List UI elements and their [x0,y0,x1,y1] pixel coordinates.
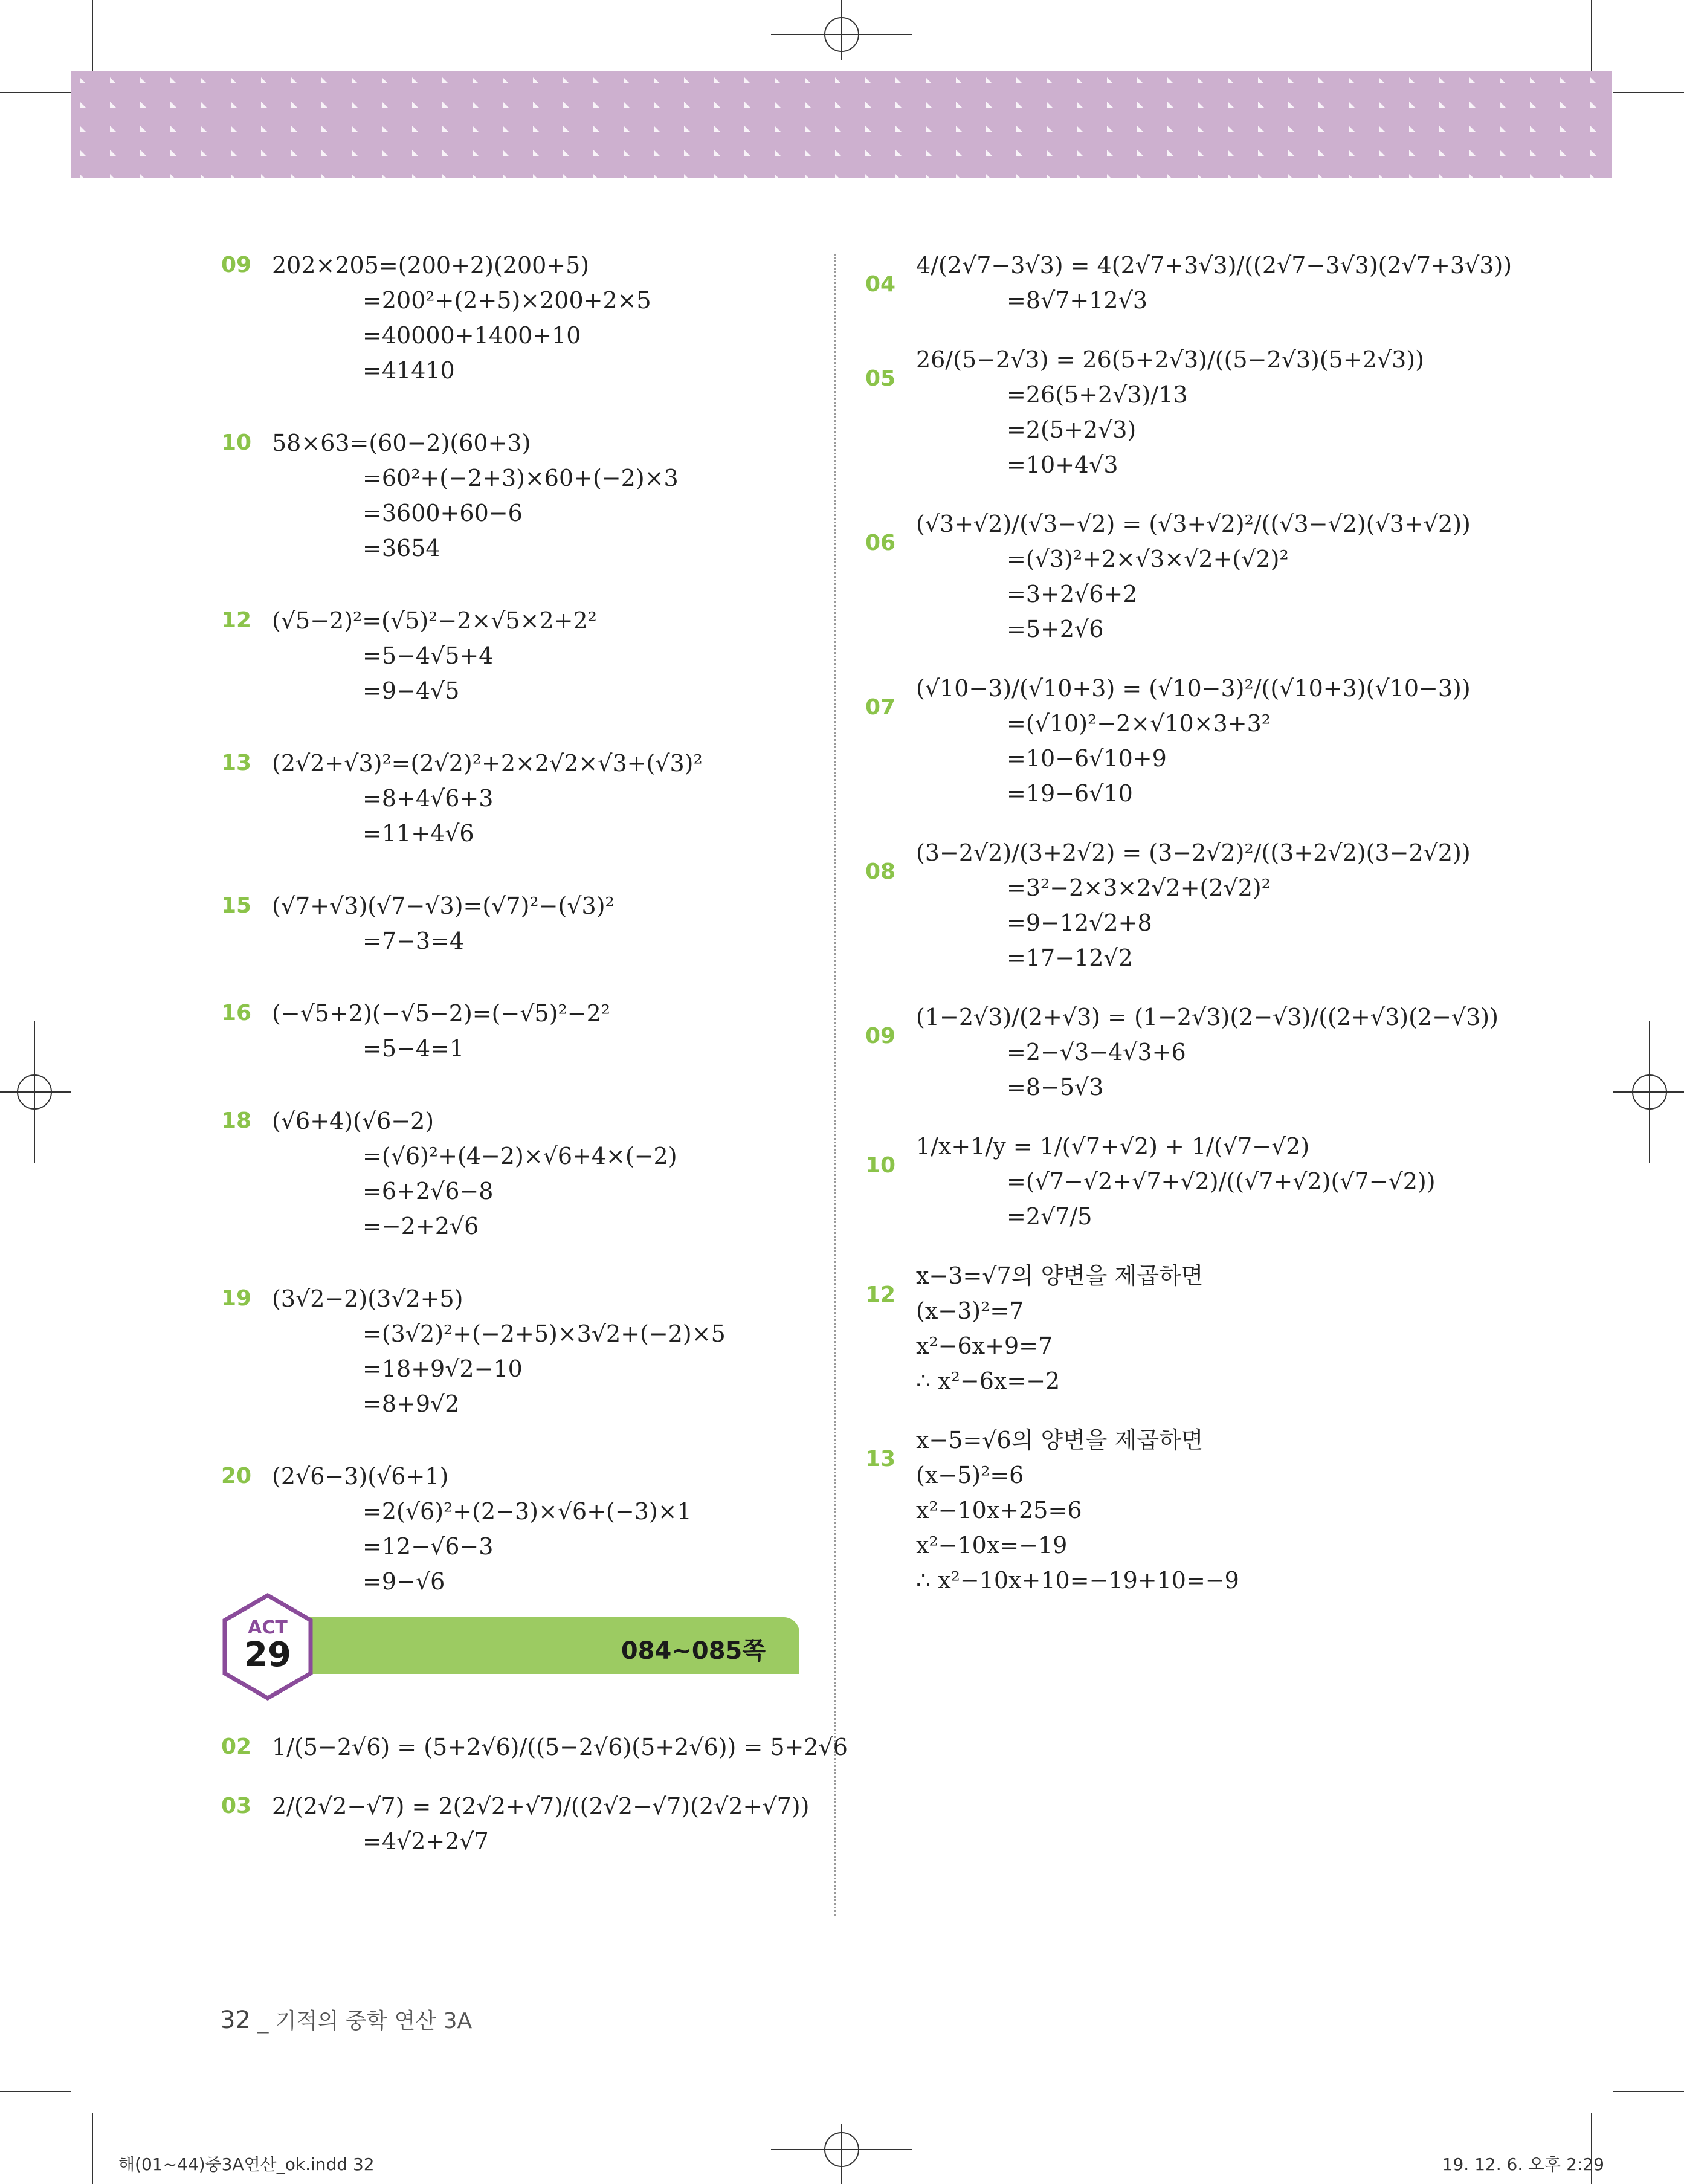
solution-line: (3−2√2)/(3+2√2) = (3−2√2)²/((3+2√2)(3−2√2)) [916,839,1471,866]
solution-line: (√6+4)(√6−2) [272,1108,434,1134]
solution-line: =19−6√10 [1007,780,1133,807]
act-number: 29 [244,1635,291,1675]
left-column [221,248,801,1636]
solution-line: =−2+2√6 [363,1213,479,1239]
solution-line: =8√7+12√3 [1007,287,1147,314]
problem-06 [865,506,1471,647]
solution-line: =2√7/5 [1007,1203,1092,1230]
solution-line: ∴ x²−6x=−2 [916,1368,1060,1394]
solution-line: =6+2√6−8 [363,1178,494,1204]
solution-line: =10−6√10+9 [1007,745,1167,772]
solution-line: =10+4√3 [1007,451,1118,478]
problem-08 [865,835,1471,975]
solution-line: (√10−3)/(√10+3) = (√10−3)²/((√10+3)(√10−3)) [916,675,1471,702]
solution-line: =(3√2)²+(−2+5)×3√2+(−2)×5 [363,1320,726,1347]
solution-line: =5−4=1 [363,1035,465,1062]
solution-line: =2(√6)²+(2−3)×√6+(−3)×1 [363,1498,692,1525]
problem-number: 07 [865,695,896,720]
solution-line: =3+2√6+2 [1007,581,1138,607]
solution-line: (x−5)²=6 [916,1462,1024,1488]
header-band [71,71,1612,178]
problem-10 [865,1129,1436,1234]
solution-line: (−√5+2)(−√5−2)=(−√5)²−2² [272,1000,610,1027]
act-section-header [222,1593,802,1702]
problem-12 [221,603,801,708]
solution-line: =2(5+2√3) [1007,416,1137,443]
solution-line: =7−3=4 [363,928,465,954]
problem-03 [221,1789,810,1859]
problem-number: 13 [221,751,252,775]
book-title: 기적의 중학 연산 3A [275,2009,473,2034]
solution-steps [272,248,801,388]
solution-line: x²−6x+9=7 [916,1333,1053,1359]
problem-number: 18 [221,1108,252,1133]
solution-line: =8+4√6+3 [363,785,494,812]
solution-line: =8−5√3 [1007,1074,1104,1100]
act-bar [286,1617,799,1674]
problem-number: 10 [221,430,252,455]
problem-02 [221,1730,848,1765]
solution-line: =9−12√2+8 [1007,909,1152,936]
solution-line: 58×63=(60−2)(60+3) [272,430,531,456]
problem-13 [221,746,801,851]
solution-line: =(√6)²+(4−2)×√6+4×(−2) [363,1143,677,1169]
solution-line: =12−√6−3 [363,1533,494,1560]
problem-number: 13 [865,1447,896,1472]
act-pages: 084~085쪽 [621,1637,766,1665]
problem-number: 06 [865,531,896,555]
solution-steps [916,506,1471,647]
solution-line: x−5=√6의 양변을 제곱하면 [916,1427,1204,1453]
solution-line: =11+4√6 [363,820,474,847]
solution-line: =5−4√5+4 [363,642,494,669]
solution-line: x−3=√7의 양변을 제곱하면 [916,1262,1204,1289]
header-pattern [71,71,1612,178]
solution-line: =3²−2×3×2√2+(2√2)² [1007,874,1271,901]
solution-steps [272,746,801,851]
solution-line: 1/x+1/y = 1/(√7+√2) + 1/(√7−√2) [916,1133,1310,1160]
solution-line: =200²+(2+5)×200+2×5 [363,287,651,314]
problem-20 [221,1459,801,1599]
solution-line: (√5−2)²=(√5)²−2×√5×2+2² [272,607,597,634]
solution-line: x²−10x+25=6 [916,1497,1082,1523]
problem-05 [865,342,1424,482]
solution-line: ∴ x²−10x+10=−19+10=−9 [916,1567,1239,1594]
problem-12 [865,1258,1373,1398]
solution-line: =5+2√6 [1007,616,1104,642]
solution-line: =9−√6 [363,1568,445,1595]
solution-line: (√3+√2)/(√3−√2) = (√3+√2)²/((√3−√2)(√3+√2)) [916,511,1471,537]
solution-steps [916,248,1512,318]
file-name: 해(01~44)중3A연산_ok.indd 32 [118,2154,375,2174]
solution-line: =(√3)²+2×√3×√2+(√2)² [1007,546,1289,572]
act-label: ACT [248,1617,288,1638]
solution-line: (2√6−3)(√6+1) [272,1463,449,1490]
solution-steps [272,425,801,566]
solution-line: (2√2+√3)²=(2√2)²+2×2√2×√3+(√3)² [272,750,703,777]
solution-line: =9−4√5 [363,677,460,704]
solution-steps [272,603,801,708]
solution-line: =(√7−√2+√7+√2)/((√7+√2)(√7−√2)) [1007,1168,1436,1195]
solution-line: 202×205=(200+2)(200+5) [272,252,590,279]
solution-steps [272,1730,848,1765]
solution-steps [916,1423,1373,1598]
problem-number: 05 [865,366,896,391]
problem-number: 04 [865,272,896,297]
solution-steps [272,1281,801,1421]
column-divider [834,254,836,1916]
problem-number: 08 [865,859,896,884]
solution-line: =26(5+2√3)/13 [1007,381,1188,408]
solution-steps [272,888,801,958]
problem-09 [221,248,801,388]
problem-07 [865,671,1471,811]
solution-line: (√7+√3)(√7−√3)=(√7)²−(√3)² [272,893,615,919]
solution-steps [272,1789,810,1859]
problem-number: 10 [865,1153,896,1178]
solution-steps [916,835,1471,975]
solution-steps [916,671,1471,811]
act-problems [221,1730,848,1883]
solution-line: =40000+1400+10 [363,322,581,349]
print-date: 19. 12. 6. 오후 2:29 [1442,2154,1604,2174]
page-number: 32 [220,2006,251,2034]
solution-steps [272,1103,801,1244]
solution-line: =(√10)²−2×√10×3+3² [1007,710,1271,737]
solution-line: =3600+60−6 [363,500,523,526]
problem-13 [865,1423,1373,1598]
solution-line: (x−3)²=7 [916,1297,1024,1324]
solution-steps [916,342,1424,482]
problem-number: 15 [221,893,252,918]
problem-04 [865,248,1512,318]
problem-16 [221,996,801,1066]
solution-line: =17−12√2 [1007,945,1133,971]
solution-steps [916,1129,1436,1234]
solution-line: (3√2−2)(3√2+5) [272,1285,463,1312]
problem-number: 12 [221,608,252,633]
problem-number: 03 [221,1794,252,1818]
problem-number: 16 [221,1001,252,1026]
problem-number: 20 [221,1464,252,1488]
problem-10 [221,425,801,566]
problem-number: 02 [221,1734,252,1759]
solution-line: =60²+(−2+3)×60+(−2)×3 [363,465,679,491]
problem-number: 12 [865,1282,896,1307]
problem-number: 09 [221,253,252,277]
solution-line: =41410 [363,357,455,384]
solution-steps [916,1258,1373,1398]
problem-18 [221,1103,801,1244]
solution-line: x²−10x=−19 [916,1532,1068,1559]
solution-line: 2/(2√2−√7) = 2(2√2+√7)/((2√2−√7)(2√2+√7)) [272,1793,810,1820]
footer-separator: _ [257,2009,269,2034]
solution-line: =3654 [363,535,440,561]
solution-line: =18+9√2−10 [363,1355,523,1382]
solution-line: 26/(5−2√3) = 26(5+2√3)/((5−2√3)(5+2√3)) [916,346,1424,373]
solution-steps [916,1000,1499,1105]
solution-steps [272,1459,801,1599]
solution-line: =4√2+2√7 [363,1828,489,1855]
problem-09 [865,1000,1499,1105]
problem-19 [221,1281,801,1421]
solution-line: 1/(5−2√6) = (5+2√6)/((5−2√6)(5+2√6)) = 5+2√6 [272,1734,848,1760]
problem-number: 09 [865,1024,896,1048]
solution-steps [272,996,801,1066]
solution-line: (1−2√3)/(2+√3) = (1−2√3)(2−√3)/((2+√3)(2−√3)) [916,1004,1499,1030]
right-column [865,248,1512,1622]
problem-15 [221,888,801,958]
solution-line: 4/(2√7−3√3) = 4(2√7+3√3)/((2√7−3√3)(2√7+3√3)) [916,252,1512,279]
solution-line: =8+9√2 [363,1391,460,1417]
page-footer [220,2004,472,2035]
solution-line: =2−√3−4√3+6 [1007,1039,1186,1065]
problem-number: 19 [221,1286,252,1311]
